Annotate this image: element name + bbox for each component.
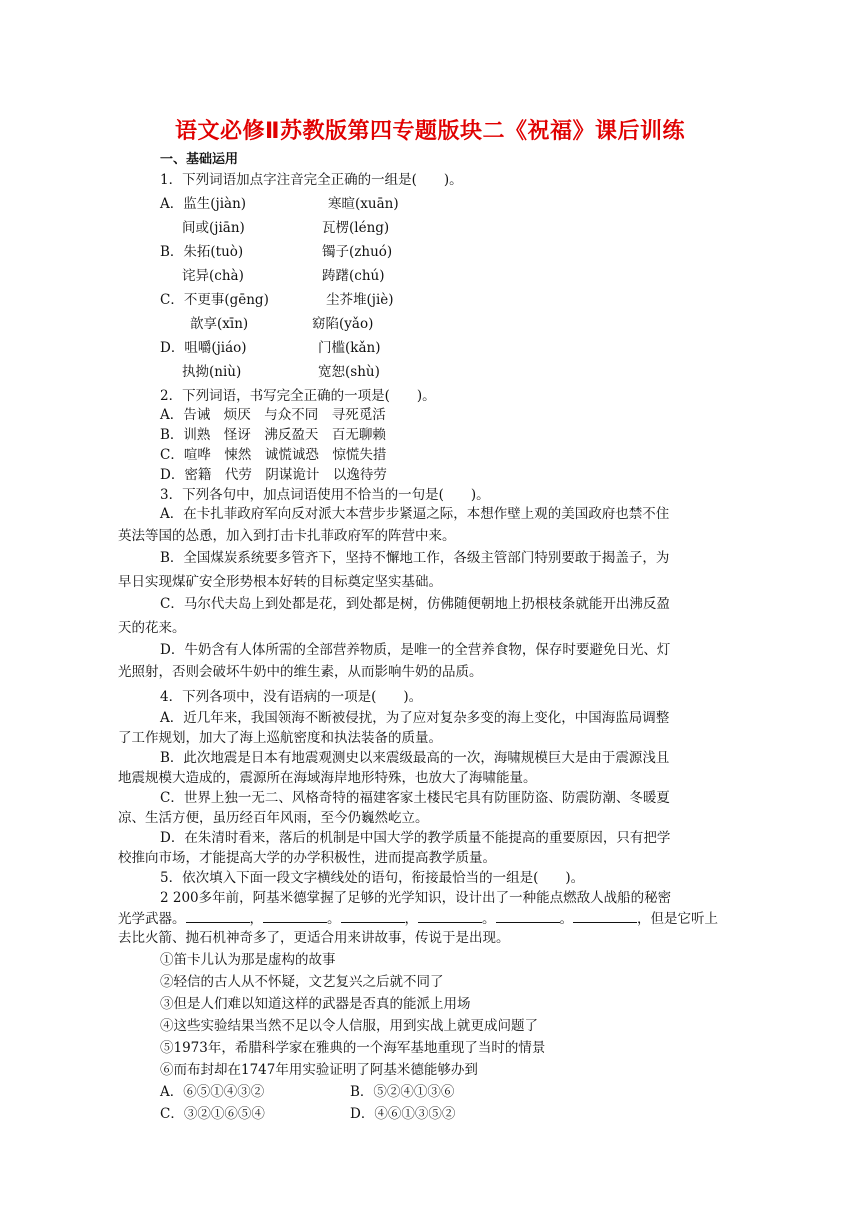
q4-option-c-line2: 凉、生活方便，虽历经百年风雨，至今仍巍然屹立。 [118, 810, 429, 826]
q1-option-a-row1 [160, 194, 740, 214]
q4-option-a-line1: A．近几年来，我国领海不断被侵扰，为了应对复杂多变的海上变化，中国海监局调整 [160, 710, 670, 726]
q5-passage-line2 [118, 908, 718, 929]
q1-c3: 歆享(xīn) [190, 316, 249, 332]
q1-b2: 镯子(zhuó) [322, 244, 393, 260]
q5-options-row1 [160, 1082, 740, 1102]
q5-sentence-5: ⑤1973年，希腊科学家在雅典的一个海军基地重现了当时的情景 [160, 1040, 546, 1056]
q5-sentence-4: ④这些实验结果当然不足以令人信服，用到实战上就更成问题了 [160, 1018, 538, 1034]
q1-b1: B．朱拓(tuò) [160, 244, 244, 260]
q5-option-d: D．④⑥①③⑤② [350, 1106, 456, 1122]
q4-option-c-line1: C．世界上独一无二、风格奇特的福建客家土楼民宅具有防匪防盗、防震防潮、冬暖夏 [160, 790, 670, 806]
q2-stem: 2．下列词语，书写完全正确的一项是( )。 [160, 388, 436, 404]
q5-text-seg: 。 [482, 911, 496, 927]
fill-blank-1 [186, 908, 250, 923]
q5-text-seg: 。 [327, 911, 341, 927]
q5-option-c: C．③②①⑥⑤④ [160, 1106, 265, 1122]
q1-option-b-row1 [160, 242, 740, 262]
q5-options-row2 [160, 1104, 740, 1124]
q1-stem: 1．下列词语加点字注音完全正确的一组是( )。 [160, 172, 463, 188]
q1-option-d-row1 [160, 338, 740, 358]
q4-stem: 4．下列各项中，没有语病的一项是( )。 [160, 689, 423, 705]
q5-option-b: B．⑤②④①③⑥ [350, 1084, 455, 1100]
q3-option-d-line1: D．牛奶含有人体所需的全部营养物质，是唯一的全营养食物，保存时要避免日光、灯 [160, 642, 671, 658]
q2-option-b: B．训熟 怪讶 沸反盈天 百无聊赖 [160, 427, 386, 443]
q1-d2: 门槛(kǎn) [318, 340, 381, 356]
q5-passage-line3: 去比火箭、抛石机神奇多了，更适合用来讲故事，传说于是出现。 [118, 930, 510, 946]
q3-option-b-line1: B．全国煤炭系统要多管齐下，坚持不懈地工作，各级主管部门特别要敢于揭盖子，为 [160, 550, 670, 566]
q1-option-c-row1 [160, 290, 740, 310]
q3-option-b-line2: 早日实现煤矿安全形势根本好转的目标奠定坚实基础。 [118, 574, 442, 590]
q5-text-seg: 光学武器。 [118, 911, 186, 927]
q4-option-b-line2: 地震规模大造成的，震源所在海域海岸地形特殊，也放大了海啸能量。 [118, 770, 537, 786]
q1-a3: 间或(jiān) [182, 220, 245, 236]
q5-sentence-3: ③但是人们难以知道这样的武器是否真的能派上用场 [160, 996, 471, 1012]
q1-c4: 窈陷(yǎo) [312, 316, 374, 332]
q3-option-d-line2: 光照射，否则会破坏牛奶中的维生素，从而影响牛奶的品质。 [118, 664, 483, 680]
q5-text-seg: 。 [559, 911, 573, 927]
q1-b4: 踌躇(chú) [322, 268, 385, 284]
q5-text-seg: ，但是它听上 [637, 911, 718, 927]
q5-sentence-1: ①笛卡儿认为那是虚构的故事 [160, 952, 336, 968]
q2-option-c: C．喧哗 悚然 诚慌诚恐 惊慌失措 [160, 447, 387, 463]
fill-blank-2 [263, 908, 327, 923]
q5-text-seg: ， [249, 911, 263, 927]
fill-blank-6 [573, 908, 637, 923]
q1-c1: C．不更事(gēng) [160, 292, 269, 308]
q4-option-d-line1: D．在朱清时看来，落后的机制是中国大学的教学质量不能提高的重要原因，只有把学 [160, 830, 671, 846]
section-heading: 一、基础运用 [160, 152, 239, 167]
q5-stem: 5．依次填入下面一段文字横线处的语句，衔接最恰当的一组是( )。 [160, 870, 585, 886]
q1-d3: 执拗(niù) [182, 364, 242, 380]
q2-option-a: A．告诫 烦厌 与众不同 寻死觅活 [160, 407, 386, 423]
q1-d4: 宽恕(shù) [318, 364, 380, 380]
q3-stem: 3．下列各句中，加点词语使用不恰当的一句是( )。 [160, 487, 490, 503]
q1-a2: 寒暄(xuān) [328, 196, 399, 212]
q5-text-seg: ， [404, 911, 418, 927]
q2-option-d: D．密籍 代劳 阴谋诡计 以逸待劳 [160, 467, 387, 483]
q1-a1: A．监生(jiàn) [160, 196, 247, 212]
q5-sentence-2: ②轻信的古人从不怀疑，文艺复兴之后就不同了 [160, 974, 444, 990]
fill-blank-4 [418, 908, 482, 923]
fill-blank-5 [496, 908, 560, 923]
q3-option-c-line2: 天的花来。 [118, 620, 186, 636]
q3-option-a-line2: 英法等国的怂恿，加入到打击卡扎菲政府军的阵营中来。 [118, 528, 456, 544]
q1-a4: 瓦楞(léng) [322, 220, 390, 236]
fill-blank-3 [341, 908, 405, 923]
q5-option-a: A．⑥⑤①④③② [160, 1084, 265, 1100]
q3-option-c-line1: C．马尔代夫岛上到处都是花，到处都是树，仿佛随便朝地上扔根枝条就能开出沸反盈 [160, 596, 670, 612]
q1-c2: 尘芥堆(jiè) [326, 292, 394, 308]
q5-passage-line1: 2 200多年前，阿基米德掌握了足够的光学知识，设计出了一种能点燃敌人战船的秘密 [160, 890, 672, 906]
q4-option-a-line2: 了工作规划，加大了海上巡航密度和执法装备的质量。 [118, 730, 442, 746]
page-title: 语文必修Ⅱ苏教版第四专题版块二《祝福》课后训练 [175, 119, 685, 144]
q1-d1: D．咀嚼(jiáo) [160, 340, 247, 356]
q5-sentence-6: ⑥而布封却在1747年用实验证明了阿基米德能够办到 [160, 1062, 478, 1078]
q4-option-d-line2: 校推向市场，才能提高大学的办学积极性，进而提高教学质量。 [118, 850, 496, 866]
q3-option-a-line1: A．在卡扎菲政府军向反对派大本营步步紧逼之际，本想作壁上观的美国政府也禁不住 [160, 506, 670, 522]
q4-option-b-line1: B．此次地震是日本有地震观测史以来震级最高的一次，海啸规模巨大是由于震源浅且 [160, 750, 670, 766]
q1-b3: 诧异(chà) [182, 268, 244, 284]
